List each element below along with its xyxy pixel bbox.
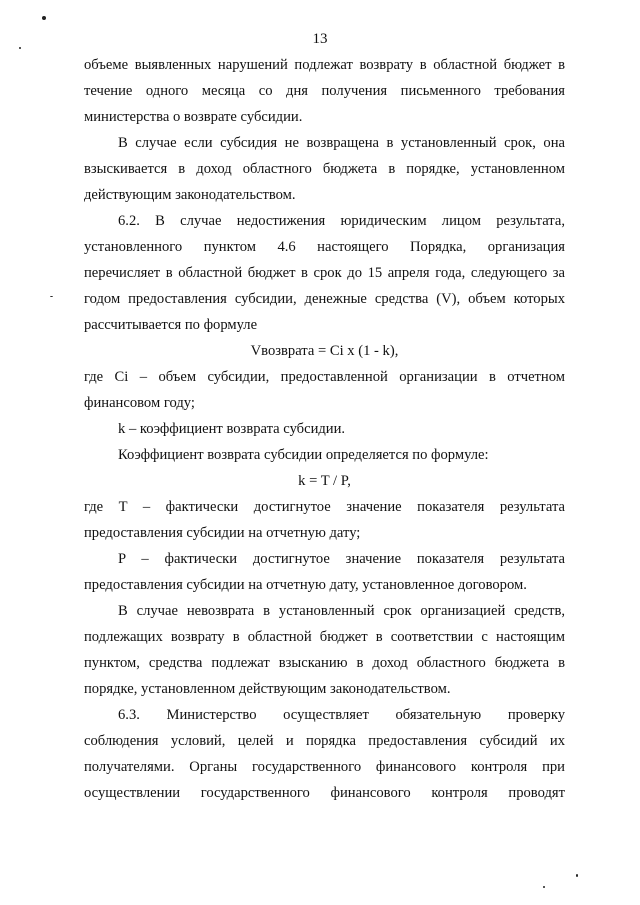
text-line: финансовом году; — [84, 395, 195, 411]
text-line: перечисляет в областной бюджет в срок до 15 апреля года, следующего за — [84, 265, 565, 281]
text-line: объеме выявленных нарушений подлежат возврату в областной бюджет в — [84, 57, 565, 73]
document-body — [84, 52, 565, 806]
text-line: пунктом, средства подлежат взысканию в доход областного бюджета в — [84, 655, 565, 671]
text-line: где T – фактически достигнутое значение показателя результата — [84, 499, 565, 515]
text-line: годом предоставления субсидии, денежные средства (V), объем которых — [84, 291, 565, 307]
text-line: действующим законодательством. — [84, 187, 296, 203]
text-line: k = T / P, — [298, 473, 351, 489]
text-line: где Ci – объем субсидии, предоставленной организации в отчетном — [84, 369, 565, 385]
scan-speck — [42, 16, 46, 20]
text-line: предоставления субсидии на отчетную дату; — [84, 525, 361, 541]
scan-speck — [576, 874, 578, 877]
text-line: k – коэффициент возврата субсидии. — [118, 421, 346, 437]
text-line: соблюдения условий, целей и порядка предоставления субсидий их — [84, 733, 565, 749]
text-line: министерства о возврате субсидии. — [84, 109, 303, 125]
text-line: порядке, установленном действующим законодательством. — [84, 681, 451, 697]
text-line: получателями. Органы государственного финансового контроля при — [84, 759, 565, 775]
text-line: предоставления субсидии на отчетную дату, установленное договором. — [84, 577, 527, 593]
text-line: взыскивается в доход областного бюджета в порядке, установленном — [84, 161, 565, 177]
page-number: 13 — [312, 31, 328, 47]
text-line: течение одного месяца со дня получения письменного требования — [84, 83, 565, 99]
text-line: В случае если субсидия не возвращена в установленный срок, она — [118, 135, 565, 151]
scan-speck — [543, 886, 545, 888]
text-line: установленного пунктом 4.6 настоящего Порядка, организация — [84, 239, 565, 255]
text-line: Коэффициент возврата субсидии определяется по формуле: — [118, 447, 489, 463]
text-line: осуществлении государственного финансового контроля проводят — [84, 785, 565, 801]
text-line: 6.2. В случае недостижения юридическим лицом результата, — [118, 213, 565, 229]
text-line: 6.3. Министерство осуществляет обязательную проверку — [118, 707, 565, 723]
text-line: В случае невозврата в установленный срок организацией средств, — [118, 603, 565, 619]
text-line: подлежащих возврату в областной бюджет в соответствии с настоящим — [84, 629, 565, 645]
text-line: P – фактически достигнутое значение показателя результата — [118, 551, 565, 567]
scan-speck — [50, 296, 53, 297]
text-line: Vвозврата = Ci x (1 - k), — [250, 343, 399, 359]
text-line: рассчитывается по формуле — [84, 317, 258, 333]
